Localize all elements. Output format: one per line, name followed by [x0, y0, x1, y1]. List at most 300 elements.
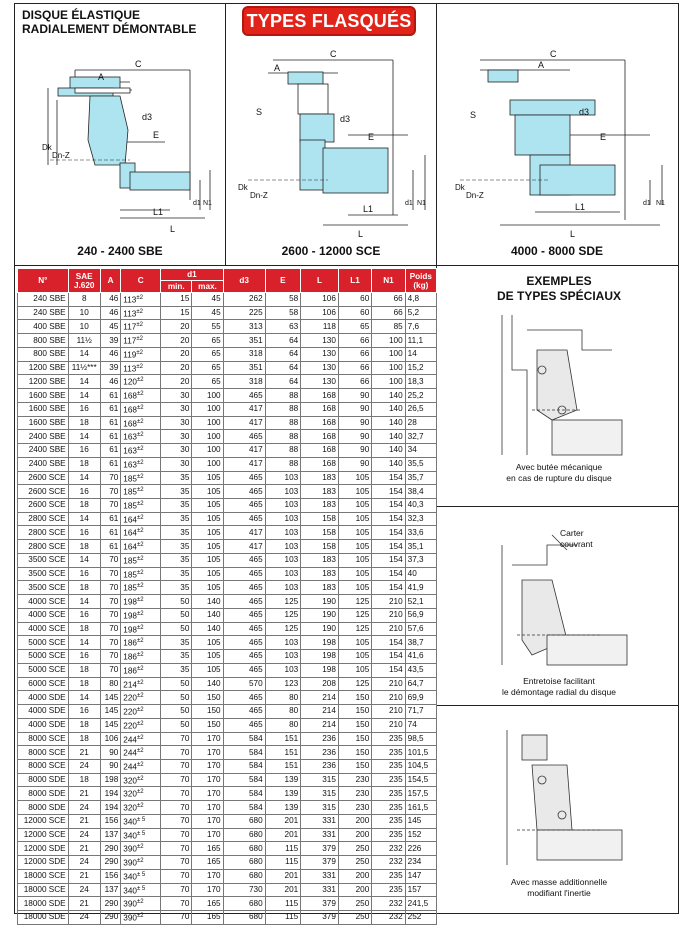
table-row: [18, 911, 437, 925]
table-cell: 38,7: [405, 636, 436, 650]
table-cell: 240 SBE: [18, 306, 69, 320]
table-cell: 201: [265, 883, 301, 897]
table-cell: 262: [223, 293, 265, 307]
table-cell: 183: [301, 499, 339, 513]
table-cell: 183: [301, 553, 339, 567]
table-cell: 90: [338, 389, 371, 403]
table-cell: 45: [100, 320, 120, 334]
diagram-caption: 2600 - 12000 SCE: [281, 244, 381, 258]
table-cell: 139: [265, 787, 301, 801]
table-cell: 106: [301, 306, 339, 320]
table-cell: 35: [161, 650, 192, 664]
table-cell: $164^{\pm 2}$: [121, 512, 161, 526]
table-cell: 290: [100, 856, 120, 870]
table-cell: 21: [68, 842, 100, 856]
table-row: [18, 787, 437, 801]
table-cell: 40,3: [405, 499, 436, 513]
dim-label: d3: [142, 112, 153, 122]
dim-label: E: [153, 130, 160, 140]
table-cell: 170: [192, 746, 223, 760]
col-header-c: C: [121, 269, 161, 293]
table-row: [18, 567, 437, 581]
table-cell: 417: [223, 457, 265, 471]
table-cell: $186^{\pm 2}$: [121, 636, 161, 650]
table-cell: 30: [161, 444, 192, 458]
col-header-l1: L1: [338, 269, 371, 293]
table-cell: 208: [301, 677, 339, 691]
table-cell: 103: [265, 636, 301, 650]
table-cell: 16: [68, 485, 100, 499]
table-cell: 35: [161, 636, 192, 650]
table-cell: 14: [68, 512, 100, 526]
table-cell: 570: [223, 677, 265, 691]
table-cell: 2800 SCE: [18, 512, 69, 526]
table-cell: 154: [372, 471, 405, 485]
table-cell: 101,5: [405, 746, 436, 760]
table-cell: 57,6: [405, 622, 436, 636]
table-cell: 66: [372, 306, 405, 320]
table-cell: 290: [100, 842, 120, 856]
dim-label: d3: [579, 107, 590, 117]
table-cell: 88: [265, 444, 301, 458]
table-cell: 125: [338, 608, 371, 622]
table-row: [18, 457, 437, 471]
dim-label: E: [368, 132, 375, 142]
table-cell: 64: [265, 334, 301, 348]
table-cell: 100: [192, 402, 223, 416]
table-cell: 100: [372, 347, 405, 361]
table-cell: 90: [338, 444, 371, 458]
table-cell: 235: [372, 828, 405, 842]
table-cell: 16: [68, 705, 100, 719]
table-cell: 52,1: [405, 595, 436, 609]
table-cell: 105: [192, 499, 223, 513]
table-row: [18, 471, 437, 485]
table-cell: 105: [338, 663, 371, 677]
title-line-2: DE TYPES SPÉCIAUX: [496, 289, 622, 303]
table-cell: 154: [372, 512, 405, 526]
table-cell: 680: [223, 814, 265, 828]
table-cell: 3500 SCE: [18, 581, 69, 595]
table-cell: $320^{\pm 2}$: [121, 787, 161, 801]
table-cell: 105: [338, 553, 371, 567]
table-cell: 15: [161, 293, 192, 307]
table-cell: 12000 SDE: [18, 842, 69, 856]
table-cell: 170: [192, 732, 223, 746]
table-cell: 61: [100, 540, 120, 554]
table-cell: $120^{\pm 2}$: [121, 375, 161, 389]
table-cell: 2600 SCE: [18, 499, 69, 513]
table-cell: 70: [161, 897, 192, 911]
table-cell: 318: [223, 375, 265, 389]
table-cell: 14: [68, 553, 100, 567]
table-cell: 61: [100, 526, 120, 540]
table-cell: 236: [301, 759, 339, 773]
table-cell: 2600 SCE: [18, 471, 69, 485]
table-row: [18, 485, 437, 499]
table-cell: 465: [223, 471, 265, 485]
table-cell: $168^{\pm 2}$: [121, 402, 161, 416]
table-cell: 4000 SDE: [18, 691, 69, 705]
table-cell: 105: [338, 650, 371, 664]
table-cell: $185^{\pm 2}$: [121, 471, 161, 485]
table-cell: 105: [338, 471, 371, 485]
table-cell: 18: [68, 732, 100, 746]
table-cell: 465: [223, 705, 265, 719]
table-cell: 45: [192, 306, 223, 320]
table-cell: 400 SBE: [18, 320, 69, 334]
table-cell: 351: [223, 361, 265, 375]
table-cell: 240 SBE: [18, 293, 69, 307]
table-cell: 18: [68, 773, 100, 787]
table-cell: 61: [100, 416, 120, 430]
table-cell: 11½: [68, 334, 100, 348]
table-cell: $390^{\pm 2}$: [121, 856, 161, 870]
table-cell: 105: [338, 512, 371, 526]
table-cell: $168^{\pm 2}$: [121, 416, 161, 430]
table-cell: 150: [338, 718, 371, 732]
table-cell: 65: [192, 334, 223, 348]
table-row: [18, 732, 437, 746]
table-cell: 140: [372, 430, 405, 444]
table-cell: 70: [100, 622, 120, 636]
table-cell: 61: [100, 402, 120, 416]
divider: [225, 3, 226, 265]
table-row: [18, 595, 437, 609]
table-cell: 236: [301, 732, 339, 746]
table-cell: 70: [100, 567, 120, 581]
table-cell: $244^{\pm 2}$: [121, 746, 161, 760]
table-cell: 70: [100, 663, 120, 677]
table-cell: 154: [372, 553, 405, 567]
table-cell: 25,2: [405, 389, 436, 403]
table-cell: 70: [161, 773, 192, 787]
table-cell: $340^{\pm 5}$: [121, 814, 161, 828]
table-cell: 103: [265, 650, 301, 664]
table-cell: 24: [68, 883, 100, 897]
table-cell: 157,5: [405, 787, 436, 801]
table-cell: 20: [161, 347, 192, 361]
table-cell: 88: [265, 430, 301, 444]
table-cell: $163^{\pm 2}$: [121, 444, 161, 458]
table-cell: 103: [265, 567, 301, 581]
table-cell: 8000 SDE: [18, 773, 69, 787]
table-cell: 103: [265, 540, 301, 554]
table-cell: 170: [192, 801, 223, 815]
table-row: [18, 677, 437, 691]
table-cell: 35: [161, 567, 192, 581]
table-cell: 115: [265, 911, 301, 925]
dim-label: L1: [363, 204, 374, 214]
table-cell: 39: [100, 334, 120, 348]
table-cell: 156: [100, 814, 120, 828]
table-cell: 680: [223, 856, 265, 870]
table-cell: 154: [372, 499, 405, 513]
table-row: [18, 553, 437, 567]
table-row: [18, 347, 437, 361]
table-cell: 232: [372, 856, 405, 870]
table-cell: 18: [68, 622, 100, 636]
table-cell: 66: [338, 375, 371, 389]
table-cell: 20: [161, 334, 192, 348]
table-cell: 90: [338, 430, 371, 444]
table-cell: 100: [192, 457, 223, 471]
table-cell: 150: [192, 718, 223, 732]
table-cell: 190: [301, 622, 339, 636]
table-cell: 235: [372, 732, 405, 746]
table-cell: 16: [68, 402, 100, 416]
table-cell: 98,5: [405, 732, 436, 746]
table-row: [18, 608, 437, 622]
table-cell: 18000 SCE: [18, 883, 69, 897]
table-cell: 103: [265, 526, 301, 540]
table-cell: 232: [372, 911, 405, 925]
table-cell: 33,6: [405, 526, 436, 540]
dim-label: L1: [575, 202, 586, 212]
table-cell: 465: [223, 499, 265, 513]
table-cell: 70: [161, 828, 192, 842]
table-cell: 331: [301, 814, 339, 828]
table-cell: 331: [301, 828, 339, 842]
table-cell: 680: [223, 842, 265, 856]
table-cell: 140: [192, 595, 223, 609]
section-title: [22, 8, 196, 36]
table-cell: 379: [301, 911, 339, 925]
table-cell: 154: [372, 526, 405, 540]
table-cell: 103: [265, 499, 301, 513]
table-cell: 201: [265, 828, 301, 842]
table-cell: 50: [161, 677, 192, 691]
table-cell: 168: [301, 430, 339, 444]
table-row: [18, 375, 437, 389]
table-cell: 210: [372, 677, 405, 691]
table-cell: 190: [301, 595, 339, 609]
table-cell: 3500 SCE: [18, 567, 69, 581]
table-cell: 2400 SBE: [18, 430, 69, 444]
table-row: [18, 814, 437, 828]
table-cell: 465: [223, 622, 265, 636]
table-cell: 680: [223, 911, 265, 925]
title-line-1: EXEMPLES: [526, 274, 592, 288]
table-cell: $390^{\pm 2}$: [121, 897, 161, 911]
table-cell: $185^{\pm 2}$: [121, 499, 161, 513]
table-cell: 465: [223, 636, 265, 650]
table-cell: 14: [68, 389, 100, 403]
table-cell: 200: [338, 814, 371, 828]
table-cell: 115: [265, 842, 301, 856]
table-cell: $186^{\pm 2}$: [121, 650, 161, 664]
table-cell: 158: [301, 526, 339, 540]
table-cell: 50: [161, 705, 192, 719]
table-cell: 315: [301, 773, 339, 787]
table-cell: 150: [338, 691, 371, 705]
table-cell: 4000 SDE: [18, 718, 69, 732]
table-cell: 70: [161, 787, 192, 801]
table-cell: 103: [265, 471, 301, 485]
dim-label: S: [256, 107, 263, 117]
table-row: [18, 361, 437, 375]
divider: [436, 506, 678, 507]
table-cell: 115: [265, 897, 301, 911]
table-cell: 24: [68, 759, 100, 773]
table-row: [18, 512, 437, 526]
table-cell: 156: [100, 869, 120, 883]
table-cell: 232: [372, 842, 405, 856]
table-cell: 125: [265, 622, 301, 636]
table-cell: 18: [68, 416, 100, 430]
table-cell: 70: [100, 471, 120, 485]
table-cell: 154: [372, 636, 405, 650]
table-cell: $390^{\pm 2}$: [121, 911, 161, 925]
table-cell: 379: [301, 897, 339, 911]
table-cell: 18: [68, 581, 100, 595]
table-cell: 65: [192, 347, 223, 361]
table-cell: 1200 SBE: [18, 361, 69, 375]
table-cell: $185^{\pm 2}$: [121, 485, 161, 499]
table-cell: 150: [192, 691, 223, 705]
table-cell: $117^{\pm 2}$: [121, 334, 161, 348]
table-cell: 80: [100, 677, 120, 691]
table-cell: 145: [405, 814, 436, 828]
table-cell: $220^{\pm 2}$: [121, 691, 161, 705]
table-cell: 465: [223, 389, 265, 403]
table-cell: 18: [68, 499, 100, 513]
dim-label: L: [358, 229, 364, 239]
table-cell: 1600 SBE: [18, 416, 69, 430]
table-cell: $113^{\pm 2}$: [121, 361, 161, 375]
table-cell: 584: [223, 773, 265, 787]
table-cell: 105: [192, 512, 223, 526]
table-row: [18, 759, 437, 773]
table-cell: 64: [265, 347, 301, 361]
table-cell: 103: [265, 663, 301, 677]
dim-label: N1: [656, 200, 665, 207]
table-cell: 154: [372, 650, 405, 664]
dim-label: Dk: [42, 143, 52, 152]
table-row: [18, 402, 437, 416]
table-cell: 290: [100, 897, 120, 911]
table-cell: 235: [372, 787, 405, 801]
table-cell: 465: [223, 567, 265, 581]
table-cell: 584: [223, 759, 265, 773]
table-cell: 105: [192, 567, 223, 581]
table-cell: 170: [192, 883, 223, 897]
table-cell: 165: [192, 911, 223, 925]
table-cell: 313: [223, 320, 265, 334]
table-cell: 35: [161, 553, 192, 567]
table-cell: 318: [223, 347, 265, 361]
table-cell: 14: [68, 691, 100, 705]
table-cell: $220^{\pm 2}$: [121, 705, 161, 719]
table-cell: 106: [100, 732, 120, 746]
table-cell: 18,3: [405, 375, 436, 389]
table-cell: 2600 SCE: [18, 485, 69, 499]
table-cell: 100: [192, 430, 223, 444]
table-cell: 70: [100, 499, 120, 513]
table-cell: 100: [372, 334, 405, 348]
table-cell: 147: [405, 869, 436, 883]
table-cell: 5000 SCE: [18, 650, 69, 664]
dim-label: Dn-Z: [466, 191, 484, 200]
table-cell: 65: [338, 320, 371, 334]
table-cell: 88: [265, 416, 301, 430]
table-cell: 14: [68, 636, 100, 650]
table-cell: 210: [372, 705, 405, 719]
table-cell: 210: [372, 608, 405, 622]
table-cell: $164^{\pm 2}$: [121, 540, 161, 554]
table-cell: 35: [161, 540, 192, 554]
table-cell: 210: [372, 622, 405, 636]
example-caption: Avec masse additionnelle modifiant l'inertie: [510, 877, 608, 898]
table-cell: 14: [405, 347, 436, 361]
table-cell: 70: [161, 911, 192, 925]
table-cell: 100: [192, 416, 223, 430]
table-cell: 210: [372, 691, 405, 705]
table-cell: 35: [161, 499, 192, 513]
table-cell: $340^{\pm 5}$: [121, 869, 161, 883]
table-cell: 198: [301, 650, 339, 664]
table-cell: $220^{\pm 2}$: [121, 718, 161, 732]
table-cell: 32,7: [405, 430, 436, 444]
table-cell: 115: [265, 856, 301, 870]
table-cell: 123: [265, 677, 301, 691]
table-cell: 105: [338, 526, 371, 540]
table-cell: 151: [265, 732, 301, 746]
title-line-2: RADIALEMENT DÉMONTABLE: [22, 22, 197, 36]
table-cell: 465: [223, 595, 265, 609]
table-cell: 14: [68, 595, 100, 609]
table-cell: 1600 SBE: [18, 389, 69, 403]
table-cell: 80: [265, 691, 301, 705]
dim-label: Dk: [238, 183, 248, 192]
table-cell: 331: [301, 869, 339, 883]
table-cell: 194: [100, 787, 120, 801]
dim-label: Dn-Z: [250, 191, 268, 200]
table-cell: 100: [372, 361, 405, 375]
table-cell: 1200 SBE: [18, 375, 69, 389]
table-cell: 88: [265, 389, 301, 403]
table-cell: 105: [192, 485, 223, 499]
table-cell: $117^{\pm 2}$: [121, 320, 161, 334]
table-cell: 226: [405, 842, 436, 856]
table-cell: 130: [301, 334, 339, 348]
table-cell: 105: [192, 553, 223, 567]
table-cell: 4000 SCE: [18, 608, 69, 622]
table-cell: 200: [338, 828, 371, 842]
table-cell: 56,9: [405, 608, 436, 622]
table-cell: 198: [100, 773, 120, 787]
table-cell: 170: [192, 814, 223, 828]
table-cell: 103: [265, 581, 301, 595]
table-cell: 105: [192, 581, 223, 595]
table-row: [18, 650, 437, 664]
table-cell: 61: [100, 430, 120, 444]
table-cell: 50: [161, 595, 192, 609]
table-cell: 5000 SCE: [18, 663, 69, 677]
table-cell: 290: [100, 911, 120, 925]
col-header-d1: d1: [161, 269, 223, 281]
table-cell: 69,9: [405, 691, 436, 705]
table-cell: 236: [301, 746, 339, 760]
table-cell: 12000 SCE: [18, 828, 69, 842]
table-cell: 88: [265, 402, 301, 416]
table-cell: 50: [161, 622, 192, 636]
table-cell: 8000 SDE: [18, 787, 69, 801]
table-cell: 70: [100, 636, 120, 650]
table-cell: 154: [372, 540, 405, 554]
dim-label: A: [538, 60, 545, 70]
col-header-l: L: [301, 269, 339, 293]
